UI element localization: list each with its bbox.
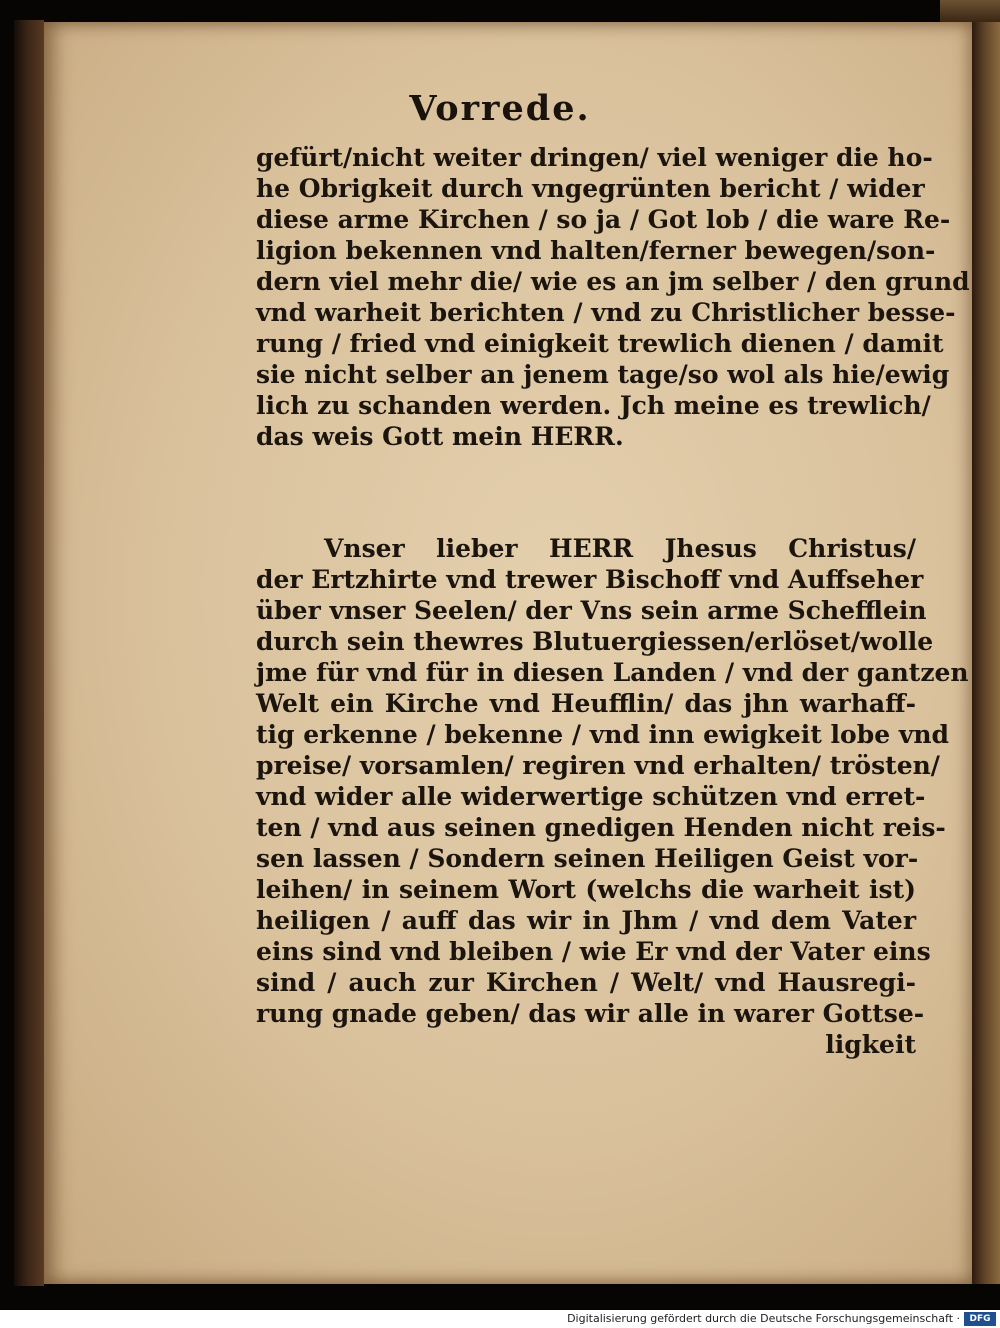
text-line: ligion bekennen vnd halten/ferner bewegen/son- — [256, 236, 936, 265]
text-line: durch sein thewres Blutuergiessen/erlöset/wolle — [256, 627, 934, 656]
text-line: he Obrigkeit durch vngegrünten bericht / wider — [256, 174, 925, 203]
text-line: dern viel mehr die/ wie es an jm selber / den grund — [256, 267, 970, 296]
text-line: gefürt/nicht weiter dringen/ viel weniger die ho- — [256, 143, 933, 172]
text-line: lich zu schanden werden. Jch meine es trewlich/ — [256, 391, 931, 420]
text-line: diese arme Kirchen / so ja / Got lob / die ware Re- — [256, 205, 951, 234]
text-line: sie nicht selber an jenem tage/so wol als hie/ewig — [256, 360, 950, 389]
text-line: sen lassen / Sondern seinen Heiligen Geist vor- — [256, 844, 919, 873]
text-line: heiligen / auff das wir in Jhm / vnd dem Vater — [256, 906, 916, 935]
text-line: der Ertzhirte vnd trewer Bischoff vnd Auffseher — [256, 565, 924, 594]
text-line: das weis Gott mein HERR. — [256, 422, 624, 451]
text-line: sind / auch zur Kirchen / Welt/ vnd Hausregi- — [256, 968, 916, 997]
text-line: jme für vnd für in diesen Landen / vnd der gantzen — [256, 658, 969, 687]
text-line: ten / vnd aus seinen gnedigen Henden nicht reis- — [256, 813, 946, 842]
text-block-top — [256, 142, 970, 452]
dfg-logo-icon: DFG — [964, 1312, 996, 1326]
catchword: ligkeit — [825, 1030, 916, 1059]
footer-credit: Digitalisierung gefördert durch die Deutsche Forschungsgemeinschaft · — [567, 1312, 960, 1325]
text-line: Vnser lieber HERR Jhesus Christus/ — [324, 534, 916, 563]
running-head: Vorrede. — [409, 88, 591, 129]
text-line: rung gnade geben/ das wir alle in warer Gottse- — [256, 999, 925, 1028]
text-line: vnd wider alle widerwertige schützen vnd erret- — [256, 782, 926, 811]
text-line: tig erkenne / bekenne / vnd inn ewigkeit lobe vnd — [256, 720, 950, 749]
text-line: Welt ein Kirche vnd Heufflin/ das jhn warhaff- — [256, 689, 916, 718]
text-line: über vnser Seelen/ der Vns sein arme Schefflein — [256, 596, 927, 625]
text-line: preise/ vorsamlen/ regiren vnd erhalten/ trösten/ — [256, 751, 940, 780]
text-block-prayer — [256, 533, 969, 1060]
book-fore-edge — [972, 22, 1000, 1284]
text-line: rung / fried vnd einigkeit trewlich dienen / damit — [256, 329, 944, 358]
digitization-footer — [0, 1310, 1000, 1328]
book-gutter — [14, 20, 44, 1286]
book-edge-top — [940, 0, 1000, 22]
text-line: leihen/ in seinem Wort (welchs die warheit ist) — [256, 875, 916, 904]
text-line: vnd warheit berichten / vnd zu Christlicher besse- — [256, 298, 956, 327]
text-line: eins sind vnd bleiben / wie Er vnd der Vater eins — [256, 937, 931, 966]
